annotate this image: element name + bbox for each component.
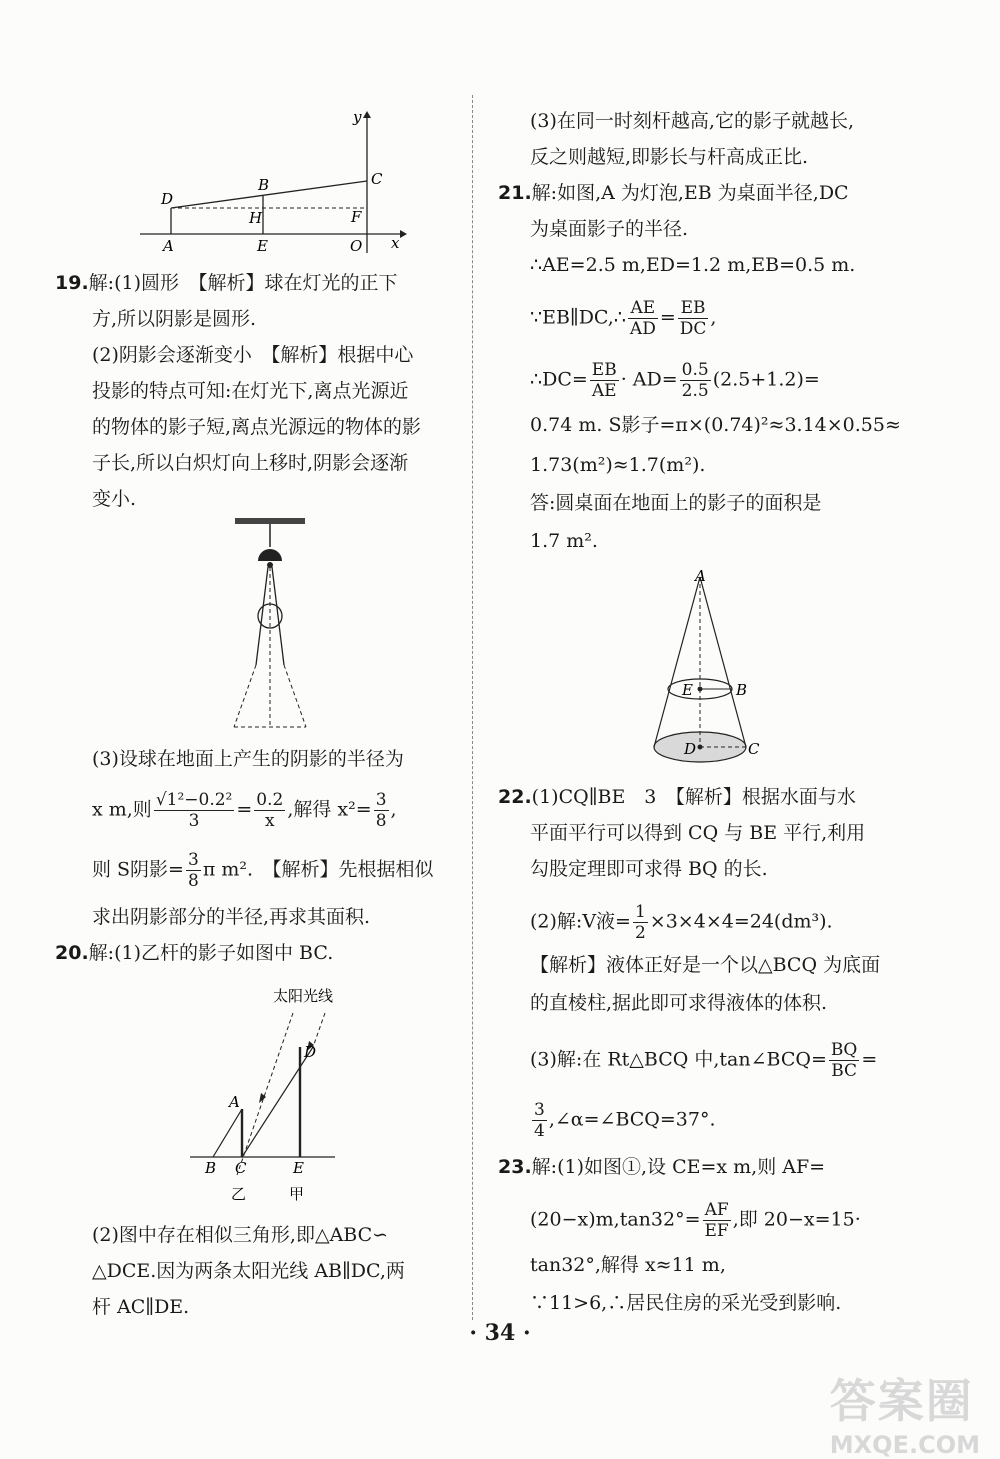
fraction: $\frac{EB}{DC}$ — [679, 298, 707, 339]
fraction: $\frac{3}{8}$ — [187, 850, 199, 891]
q22-line-1: 22.(1)CQ∥BE 3 【解析】根据水面与水 — [498, 786, 856, 808]
fraction: $\frac{AF}{EF}$ — [704, 1200, 729, 1241]
q21-line-6: 0.74 m. S影子=π×(0.74)²≈3.14×0.55≈ — [530, 414, 901, 436]
label-C: C — [371, 170, 383, 188]
label-F: F — [351, 208, 362, 226]
q20-line-4: 杆 AC∥DE. — [92, 1296, 190, 1318]
column-divider — [472, 95, 473, 1320]
label-y: y — [353, 108, 362, 126]
fraction: $\frac{BQ}{BC}$ — [830, 1040, 858, 1081]
label-O: O — [350, 237, 363, 255]
watermark-site: MXQE.COM — [829, 1431, 980, 1459]
q19-line-10: 则 S阴影= $\frac{3}{8}$ π m². 【解析】先根据相似 — [92, 850, 434, 891]
label-H: H — [249, 209, 263, 227]
fraction: $\frac{0.5}{2.5}$ — [681, 360, 709, 401]
fraction: $\frac{1}{2}$ — [634, 902, 646, 943]
q21-line-8: 答:圆桌面在地面上的影子的面积是 — [530, 492, 822, 514]
label-B: B — [258, 176, 270, 194]
q19-line-6: 子长,所以白炽灯向上移时,阴影会逐渐 — [92, 452, 409, 474]
label-yi: 乙 — [231, 1185, 247, 1203]
q21-line-4: ∵EB∥DC,∴ $\frac{AE}{AD}$ = $\frac{EB}{DC}$ , — [530, 298, 717, 339]
q23-line-2: (20−x)m,tan32°= $\frac{AF}{EF}$ ,即 20−x=15· — [530, 1200, 861, 1241]
q20-line-3: △DCE.因为两条太阳光线 AB∥DC,两 — [92, 1260, 405, 1282]
fraction: $\frac{0.2}{x}$ — [256, 790, 284, 831]
label-A: A — [229, 1093, 240, 1111]
q19-line-2: 方,所以阴影是圆形. — [92, 308, 257, 330]
q23-line-1: 23.解:(1)如图①,设 CE=x m,则 AF= — [498, 1156, 826, 1178]
q21-line-2: 为桌面影子的半径. — [530, 218, 689, 240]
q19-line-7: 变小. — [92, 488, 137, 510]
label-D: D — [161, 190, 174, 208]
watermark — [830, 1365, 980, 1459]
q21-line-9: 1.7 m². — [530, 530, 598, 552]
label-A: A — [163, 237, 174, 255]
label-B: B — [736, 681, 748, 699]
fraction: $\frac{EB}{AE}$ — [591, 360, 617, 401]
q20-line-1: 20.解:(1)乙杆的影子如图中 BC. — [55, 942, 334, 964]
q19-line-8: (3)设球在地面上产生的阴影的半径为 — [92, 748, 404, 770]
q22-line-5: 【解析】液体正好是一个以△BCQ 为底面 — [530, 954, 881, 976]
q20-part3-line-1: (3)在同一时刻杆越高,它的影子就越长, — [530, 110, 854, 132]
q20-line-2: (2)图中存在相似三角形,即△ABC∽ — [92, 1224, 389, 1246]
cone-figure — [640, 565, 780, 770]
q22-line-7: (3)解:在 Rt△BCQ 中,tan∠BCQ= $\frac{BQ}{BC}$ = — [530, 1040, 878, 1081]
label-B: B — [205, 1159, 217, 1177]
q22-line-8: $\frac{3}{4}$ ,∠α=∠BCQ=37°. — [534, 1100, 716, 1141]
page-number: · 34 · — [469, 1320, 531, 1346]
q19-line-3: (2)阴影会逐渐变小 【解析】根据中心 — [92, 344, 414, 366]
q19-line-9: x m,则 $\frac{\text{√1²−0.2²}}{3}$ = $\frac{0.2}{x}$ ,解得 x²= $\frac{3}{8}$ , — [92, 790, 397, 831]
q23-line-3: tan32°,解得 x≈11 m, — [530, 1254, 726, 1276]
q22-line-2: 平面平行可以得到 CQ 与 BE 平行,利用 — [530, 822, 866, 844]
label-D: D — [304, 1043, 317, 1061]
q22-line-3: 勾股定理即可求得 BQ 的长. — [530, 858, 768, 880]
fraction: $\frac{\text{√1²−0.2²}}{3}$ — [155, 790, 233, 831]
label-C: C — [748, 740, 760, 758]
q21-line-1: 21.解:如图,A 为灯泡,EB 为桌面半径,DC — [498, 182, 849, 204]
sun-shadow-figure — [185, 975, 345, 1205]
label-A: A — [695, 567, 706, 585]
fraction: $\frac{AE}{AD}$ — [629, 298, 656, 339]
label-C: C — [235, 1159, 247, 1177]
q19-line-4: 投影的特点可知:在灯光下,离点光源近 — [92, 380, 409, 402]
q19-line-11: 求出阴影部分的半径,再求其面积. — [92, 906, 371, 928]
coordinate-figure — [135, 108, 415, 258]
label-E: E — [293, 1159, 304, 1177]
label-D: D — [684, 740, 697, 758]
q20-part3-line-2: 反之则越短,即影长与杆高成正比. — [530, 146, 809, 168]
fraction: $\frac{3}{4}$ — [534, 1100, 545, 1141]
label-E: E — [682, 681, 693, 699]
sun-rays-title: 太阳光线 — [273, 987, 334, 1005]
q21-line-3: ∴AE=2.5 m,ED=1.2 m,EB=0.5 m. — [530, 254, 856, 276]
label-jia: 甲 — [289, 1185, 305, 1203]
label-E: E — [257, 237, 268, 255]
q19-line-5: 的物体的影子短,离点光源远的物体的影 — [92, 416, 422, 438]
q21-line-5: ∴DC= $\frac{EB}{AE}$ · AD= $\frac{0.5}{2.5}$ (2.5+1.2)= — [530, 360, 820, 401]
q21-line-7: 1.73(m²)≈1.7(m²). — [530, 454, 706, 476]
watermark-logo: 答案圈 — [829, 1374, 974, 1428]
fraction: $\frac{3}{8}$ — [375, 790, 387, 831]
q19-line-1: 19.解:(1)圆形 【解析】球在灯光的正下 — [55, 272, 398, 294]
label-x: x — [391, 234, 400, 252]
q23-line-4: ∵11>6,∴居民住房的采光受到影响. — [530, 1292, 842, 1314]
q22-line-4: (2)解:V液= $\frac{1}{2}$ ×3×4×4=24(dm³). — [530, 902, 833, 943]
lamp-figure — [220, 515, 320, 735]
q22-line-6: 的直棱柱,据此即可求得液体的体积. — [530, 992, 828, 1014]
